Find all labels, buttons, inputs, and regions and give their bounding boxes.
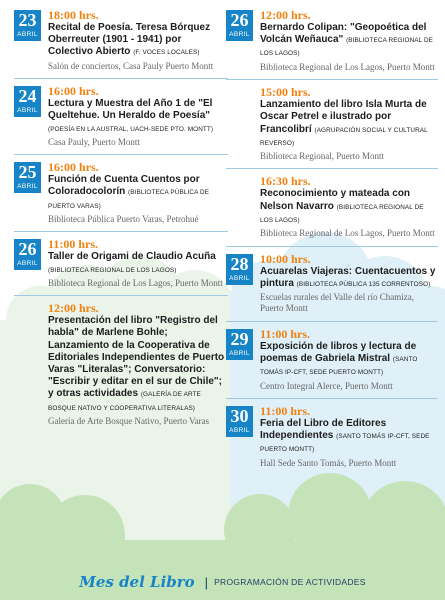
event-item bbox=[14, 155, 228, 232]
date-month: ABRIL bbox=[229, 427, 250, 435]
event-title-text: Función de Cuenta Cuentos por Coloradocolorín bbox=[48, 174, 200, 198]
date-badge bbox=[226, 254, 253, 285]
event-time: 12:00 hrs. bbox=[260, 8, 311, 22]
date-day: 29 bbox=[230, 328, 249, 349]
date-month: ABRIL bbox=[17, 183, 38, 191]
date-badge bbox=[14, 86, 41, 117]
date-day: 30 bbox=[230, 406, 249, 427]
date-month: ABRIL bbox=[17, 107, 38, 115]
date-spacer bbox=[226, 85, 253, 162]
event-time: 18:00 hrs. bbox=[48, 8, 99, 22]
event-details bbox=[48, 237, 228, 289]
event-title bbox=[48, 174, 228, 213]
event-title bbox=[260, 22, 438, 61]
event-title-text: Lectura y Muestra del Año 1 de "El Queltehue. Un Heraldo de Poesía" bbox=[48, 98, 213, 122]
event-time: 12:00 hrs. bbox=[48, 301, 99, 316]
event-place: Casa Pauly, Puerto Montt bbox=[48, 136, 140, 147]
event-title bbox=[48, 22, 228, 60]
event-place: Biblioteca Regional de Los Lagos, Puerto Montt bbox=[260, 228, 435, 239]
event-time: 10:00 hrs. bbox=[260, 251, 311, 266]
event-title-text: Reconocimiento y mateada con Nelson Navarro bbox=[260, 188, 411, 212]
mes-del-libro-logo: Mes del Libro bbox=[79, 573, 195, 591]
date-badge bbox=[14, 162, 41, 193]
event-details bbox=[48, 84, 228, 148]
date-day: 23 bbox=[18, 10, 37, 30]
event-title-text: Feria del Libro de Editores Independientes bbox=[260, 418, 387, 442]
date-spacer bbox=[226, 174, 253, 239]
event-place: Biblioteca Regional, Puerto Montt bbox=[260, 150, 384, 161]
event-place: Biblioteca Regional de Los Lagos, Puerto Montt bbox=[260, 61, 435, 72]
event-item bbox=[226, 80, 438, 169]
event-place: Escuelas rurales del Valle del río Chamiza, Puerto Montt bbox=[260, 291, 415, 314]
event-place: Galería de Arte Bosque Nativo, Puerto Varas bbox=[48, 415, 210, 426]
date-day: 28 bbox=[230, 253, 249, 274]
event-organizer: (BIBLIOTECA PÚBLICA DE PUERTO VARAS) bbox=[48, 189, 210, 210]
event-time: 11:00 hrs. bbox=[260, 404, 311, 419]
event-title bbox=[48, 315, 228, 415]
event-details bbox=[260, 85, 438, 162]
event-details bbox=[260, 404, 438, 469]
event-organizer: (BIBLIOTECA PÚBLICA 135 CORRENTOSO) bbox=[296, 280, 431, 288]
event-details bbox=[260, 174, 438, 239]
event-organizer: (GALERÍA DE ARTE BOSQUE NATIVO Y COOPERATIVA LITERALAS) bbox=[48, 391, 201, 412]
event-place: Hall Sede Santo Tomás, Puerto Montt bbox=[260, 457, 397, 468]
event-item bbox=[14, 8, 228, 79]
event-title-text: Recital de Poesía. Teresa Bórquez Oberreuter (1901 - 1941) por Colectivo Abierto bbox=[48, 22, 211, 58]
event-details bbox=[48, 301, 228, 427]
date-month: ABRIL bbox=[17, 31, 38, 38]
date-day: 26 bbox=[230, 10, 249, 30]
event-time: 15:00 hrs. bbox=[260, 85, 311, 100]
event-title-text: Taller de Origami de Claudio Acuña bbox=[48, 251, 216, 263]
right-column bbox=[226, 8, 438, 475]
date-day: 26 bbox=[18, 239, 37, 260]
event-time: 16:30 hrs. bbox=[260, 174, 311, 189]
event-details bbox=[48, 160, 228, 225]
event-organizer: (BIBLIOTECA REGIONAL DE LOS LAGOS) bbox=[260, 203, 424, 224]
left-column bbox=[14, 8, 228, 433]
event-title bbox=[260, 99, 438, 150]
date-badge bbox=[226, 10, 253, 41]
event-item bbox=[226, 322, 438, 399]
date-badge bbox=[226, 406, 253, 437]
event-title bbox=[48, 251, 228, 276]
event-title bbox=[48, 98, 228, 136]
event-details bbox=[260, 8, 438, 73]
event-organizer: (POESÍA EN LA AUSTRAL, UACH-SEDE PTO. MONTT) bbox=[48, 125, 214, 133]
date-badge bbox=[14, 239, 41, 270]
event-item bbox=[226, 247, 438, 322]
event-item bbox=[226, 8, 438, 80]
date-day: 24 bbox=[18, 86, 37, 107]
event-place: Centro Integral Alerce, Puerto Montt bbox=[260, 380, 393, 391]
date-month: ABRIL bbox=[229, 349, 250, 357]
event-item bbox=[14, 296, 228, 433]
footer-separator: | bbox=[204, 574, 209, 590]
event-details bbox=[260, 327, 438, 392]
event-organizer: (F. VOCES LOCALES) bbox=[133, 49, 200, 57]
event-place: Biblioteca Regional de Los Lagos, Puerto Montt bbox=[48, 277, 223, 288]
date-badge bbox=[14, 10, 41, 41]
event-time: 11:00 hrs. bbox=[48, 237, 99, 252]
event-details bbox=[48, 8, 228, 72]
event-organizer: (BIBLIOTECA REGIONAL DE LOS LAGOS) bbox=[260, 37, 434, 58]
event-place: Biblioteca Pública Puerto Varas, Petrohué bbox=[48, 213, 199, 224]
event-organizer: (BIBLIOTECA REGIONAL DE LOS LAGOS) bbox=[48, 266, 177, 274]
event-title-text: Acuarelas Viajeras: Cuentacuentos y pintura bbox=[260, 265, 436, 289]
event-time: 11:00 hrs. bbox=[260, 326, 311, 341]
event-organizer: (AGRUPACIÓN SOCIAL Y CULTURAL REVERSO) bbox=[260, 126, 428, 147]
event-time: 16:00 hrs. bbox=[48, 84, 99, 99]
event-item bbox=[14, 232, 228, 296]
event-title-text: Bernardo Colipan: "Geopoética del Volcán Weñauca" bbox=[260, 22, 427, 46]
footer bbox=[0, 564, 445, 600]
event-title-text: Exposición de libros y lectura de poemas de Gabriela Mistral bbox=[260, 340, 417, 365]
date-badge bbox=[226, 329, 253, 360]
event-item bbox=[226, 169, 438, 246]
event-title bbox=[260, 418, 438, 457]
event-title-text: Lanzamiento del libro Isla Murta de Oscar Petrel e ilustrado por Francolibrí bbox=[260, 99, 427, 135]
event-organizer: (SANTO TOMÁS IP-CFT, SEDE PUERTO MONTT) bbox=[260, 356, 418, 377]
event-title bbox=[260, 266, 438, 291]
event-title bbox=[260, 341, 438, 380]
event-time: 16:00 hrs. bbox=[48, 160, 99, 175]
date-month: ABRIL bbox=[229, 31, 250, 38]
date-spacer bbox=[14, 301, 41, 427]
date-day: 25 bbox=[18, 162, 37, 183]
event-place: Salón de conciertos, Casa Pauly Puerto Montt bbox=[48, 60, 214, 71]
program-subtitle: PROGRAMACIÓN DE ACTIVIDADES bbox=[214, 577, 366, 587]
date-month: ABRIL bbox=[229, 274, 250, 282]
event-title-text: Presentación del libro "Registro del habla" de Marlene Bohle; Lanzamiento de la Cooperativa de Editoriales Independientes de Puerto Varas "Literalas"; Conversatorio: "Escribir y editar en el sur de Chile"; y otras actividades bbox=[48, 315, 225, 400]
event-item bbox=[226, 399, 438, 475]
event-organizer: (SANTO TOMÁS IP-CFT, SEDE PUERTO MONTT) bbox=[260, 433, 430, 454]
date-month: ABRIL bbox=[17, 260, 38, 268]
event-details bbox=[260, 252, 438, 315]
event-title bbox=[260, 188, 438, 227]
event-item bbox=[14, 79, 228, 155]
